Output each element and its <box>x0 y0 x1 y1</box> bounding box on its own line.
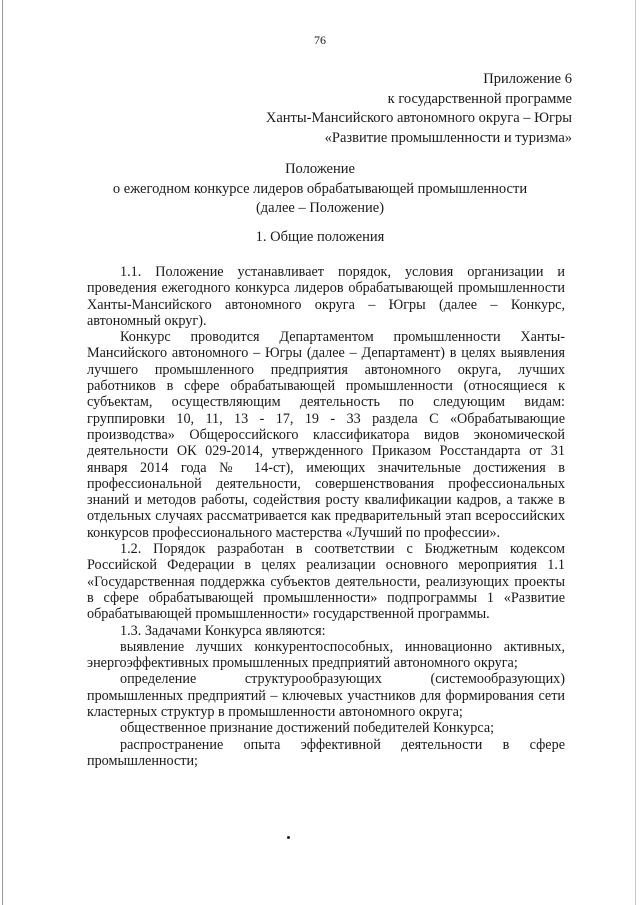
paragraph-1-1: 1.1. Положение устанавливает порядок, условия организации и проведения ежегодного конкурса лидеров обрабатывающей промышленности Ханты-Мансийского автономного округа – Югры (далее – Конкурс, автономный округ). <box>87 264 565 329</box>
section-heading: 1. Общие положения <box>255 229 385 245</box>
task-item-2: определение структурообразующих (системообразующих) промышленных предприятий – ключевых участников для формирования сети кластерных структур в промышленности автономного округа; <box>87 671 565 721</box>
page-number: 76 <box>314 33 326 47</box>
title-line-3: (далее – Положение) <box>255 200 385 216</box>
paragraph-1-3: 1.3. Задачами Конкурса являются: <box>120 622 326 639</box>
scan-edge-right <box>635 0 636 905</box>
paragraph-1-2: 1.2. Порядок разработан в соответствии с Бюджетным кодексом Российской Федерации в целях реализации основного мероприятия 1.1 «Государственная поддержка субъектов деятельности, реализующих проекты в сфере обрабатывающей промышленности» подпрограммы 1 «Развитие обрабатывающей промышленности» государственной программы. <box>87 541 565 623</box>
task-item-1: выявление лучших конкурентоспособных, инновационно активных, энергоэффективных промышленных предприятий автономного округа; <box>87 638 565 672</box>
task-item-3: общественное признание достижений победителей Конкурса; <box>120 720 495 737</box>
appendix-line-2: к государственной программе <box>387 90 572 107</box>
scan-edge-left <box>2 0 3 905</box>
document-title <box>60 160 580 219</box>
scan-speck <box>287 836 290 839</box>
appendix-line-4: «Развитие промышленности и туризма» <box>324 129 572 146</box>
appendix-header <box>266 70 572 148</box>
title-line-1: Положение <box>285 161 355 177</box>
appendix-line-3: Ханты-Мансийского автономного округа – Югры <box>265 110 572 126</box>
body-text <box>87 264 565 769</box>
task-item-4: распространение опыта эффективной деятельности в сфере промышленности; <box>87 736 565 769</box>
title-line-2: о ежегодном конкурсе лидеров обрабатывающей промышленности <box>112 180 528 197</box>
paragraph-konkurs: Конкурс проводится Департаментом промышленности Ханты-Мансийского автономного – Югры (далее – Департамент) в целях выявления лучшего промышленного предприятия автономного округа, лучших работников в сфере обрабатывающей промышленности (относящиеся к субъектам, осуществляющим деятельность по следующим видам: группировки 10, 11, 13 - 17, 19 - 33 раздела С «Обрабатывающие производства» Общероссийского классификатора видов экономической деятельности ОК 029-2014, утвержденного Приказом Росстандарта от 31 января 2014 года № 14-ст), имеющих значительные достижения в профессиональной деятельности, совершенствования профессиональных знаний и методов работы, содействия росту квалификации кадров, а также в отдельных случаях рассматривается как предварительный этап всероссийских конкурсов профессионального мастерства «Лучший по профессии». <box>87 329 565 541</box>
appendix-line-1: Приложение 6 <box>483 71 572 87</box>
